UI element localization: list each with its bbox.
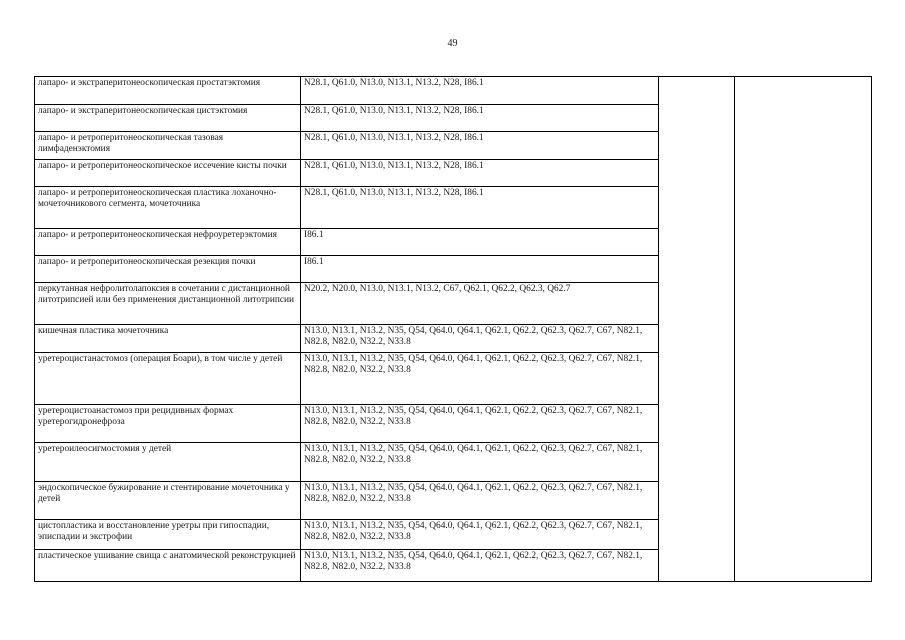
procedure-name-cell: кишечная пластика мочеточника	[35, 325, 301, 353]
empty-cell-3	[659, 105, 735, 132]
diagnosis-codes-cell: N13.0, N13.1, N13.2, N35, Q54, Q64.0, Q64.1, Q62.1, Q62.2, Q62.3, Q62.7, C67, N82.1, N82.8, N82.0, N32.2, N33.8	[301, 482, 659, 520]
procedure-name-cell: лапаро- и ретроперитонеоскопическая резекция почки	[35, 256, 301, 283]
empty-cell-3	[659, 229, 735, 256]
table-row	[35, 520, 872, 550]
empty-cell-3	[659, 353, 735, 405]
table-row	[35, 283, 872, 325]
procedure-name-cell: уретероилеосигмостомия у детей	[35, 443, 301, 482]
diagnosis-codes-cell: N28.1, Q61.0, N13.0, N13.1, N13.2, N28, I86.1	[301, 160, 659, 187]
empty-cell-4	[735, 187, 872, 229]
procedure-name-cell: перкутанная нефролитолапоксия в сочетании с дистанционной литотрипсией или без применения дистанционной литотрипсии	[35, 283, 301, 325]
diagnosis-codes-cell: N28.1, Q61.0, N13.0, N13.1, N13.2, N28, I86.1	[301, 77, 659, 105]
empty-cell-3	[659, 132, 735, 160]
diagnosis-codes-cell: N13.0, N13.1, N13.2, N35, Q54, Q64.0, Q64.1, Q62.1, Q62.2, Q62.3, Q62.7, C67, N82.1, N82.8, N82.0, N32.2, N33.8	[301, 520, 659, 550]
procedure-name-cell: лапаро- и ретроперитонеоскопическое иссечение кисты почки	[35, 160, 301, 187]
diagnosis-codes-cell: N13.0, N13.1, N13.2, N35, Q54, Q64.0, Q64.1, Q62.1, Q62.2, Q62.3, Q62.7, C67, N82.1, N82.8, N82.0, N32.2, N33.8	[301, 325, 659, 353]
table-row	[35, 229, 872, 256]
empty-cell-3	[659, 405, 735, 443]
empty-cell-4	[735, 325, 872, 353]
table-row	[35, 405, 872, 443]
empty-cell-4	[735, 283, 872, 325]
procedure-name-cell: лапаро- и экстраперитонеоскопическая цистэктомия	[35, 105, 301, 132]
procedures-table	[34, 76, 872, 582]
empty-cell-4	[735, 550, 872, 582]
procedures-table-body	[35, 77, 872, 582]
procedure-name-cell: лапаро- и ретроперитонеоскопическая пластика лоханочно-мочеточникового сегмента, мочеточника	[35, 187, 301, 229]
diagnosis-codes-cell: I86.1	[301, 256, 659, 283]
procedure-name-cell: цистопластика и восстановление уретры при гипоспадии, эписпадии и экстрофии	[35, 520, 301, 550]
procedure-name-cell: пластическое ушивание свища с анатомической реконструкцией	[35, 550, 301, 582]
table-row	[35, 443, 872, 482]
empty-cell-4	[735, 160, 872, 187]
table-row	[35, 132, 872, 160]
procedure-name-cell: лапаро- и ретроперитонеоскопическая тазовая лимфаденэктомия	[35, 132, 301, 160]
empty-cell-4	[735, 77, 872, 105]
diagnosis-codes-cell: N13.0, N13.1, N13.2, N35, Q54, Q64.0, Q64.1, Q62.1, Q62.2, Q62.3, Q62.7, C67, N82.1, N82.8, N82.0, N32.2, N33.8	[301, 443, 659, 482]
empty-cell-4	[735, 482, 872, 520]
procedure-name-cell: лапаро- и ретроперитонеоскопическая нефроуретерэктомия	[35, 229, 301, 256]
diagnosis-codes-cell: N13.0, N13.1, N13.2, N35, Q54, Q64.0, Q64.1, Q62.1, Q62.2, Q62.3, Q62.7, C67, N82.1, N82.8, N82.0, N32.2, N33.8	[301, 405, 659, 443]
table-row	[35, 482, 872, 520]
empty-cell-4	[735, 520, 872, 550]
empty-cell-4	[735, 229, 872, 256]
procedure-name-cell: эндоскопическое бужирование и стентирование мочеточника у детей	[35, 482, 301, 520]
empty-cell-3	[659, 443, 735, 482]
empty-cell-3	[659, 520, 735, 550]
procedure-name-cell: уретероцистоанастомоз при рецидивных формах уретерогидронефроза	[35, 405, 301, 443]
table-row	[35, 353, 872, 405]
table-row	[35, 187, 872, 229]
empty-cell-4	[735, 256, 872, 283]
empty-cell-3	[659, 325, 735, 353]
empty-cell-3	[659, 550, 735, 582]
table-row	[35, 325, 872, 353]
table-row	[35, 256, 872, 283]
empty-cell-4	[735, 132, 872, 160]
table-row	[35, 160, 872, 187]
empty-cell-3	[659, 256, 735, 283]
empty-cell-4	[735, 443, 872, 482]
procedure-name-cell: уретероцистанастомоз (операция Боари), в том числе у детей	[35, 353, 301, 405]
diagnosis-codes-cell: N20.2, N20.0, N13.0, N13.1, N13.2, C67, Q62.1, Q62.2, Q62.3, Q62.7	[301, 283, 659, 325]
empty-cell-4	[735, 353, 872, 405]
diagnosis-codes-cell: N28.1, Q61.0, N13.0, N13.1, N13.2, N28, I86.1	[301, 105, 659, 132]
empty-cell-4	[735, 105, 872, 132]
empty-cell-4	[735, 405, 872, 443]
table-row	[35, 105, 872, 132]
empty-cell-3	[659, 160, 735, 187]
procedure-name-cell: лапаро- и экстраперитонеоскопическая простатэктомия	[35, 77, 301, 105]
empty-cell-3	[659, 187, 735, 229]
table-row	[35, 550, 872, 582]
diagnosis-codes-cell: N28.1, Q61.0, N13.0, N13.1, N13.2, N28, I86.1	[301, 187, 659, 229]
empty-cell-3	[659, 482, 735, 520]
table-row	[35, 77, 872, 105]
empty-cell-3	[659, 283, 735, 325]
empty-cell-3	[659, 77, 735, 105]
diagnosis-codes-cell: N13.0, N13.1, N13.2, N35, Q54, Q64.0, Q64.1, Q62.1, Q62.2, Q62.3, Q62.7, C67, N82.1, N82.8, N82.0, N32.2, N33.8	[301, 353, 659, 405]
diagnosis-codes-cell: N28.1, Q61.0, N13.0, N13.1, N13.2, N28, I86.1	[301, 132, 659, 160]
page-number: 49	[447, 38, 458, 49]
diagnosis-codes-cell: N13.0, N13.1, N13.2, N35, Q54, Q64.0, Q64.1, Q62.1, Q62.2, Q62.3, Q62.7, C67, N82.1, N82.8, N82.0, N32.2, N33.8	[301, 550, 659, 582]
diagnosis-codes-cell: I86.1	[301, 229, 659, 256]
